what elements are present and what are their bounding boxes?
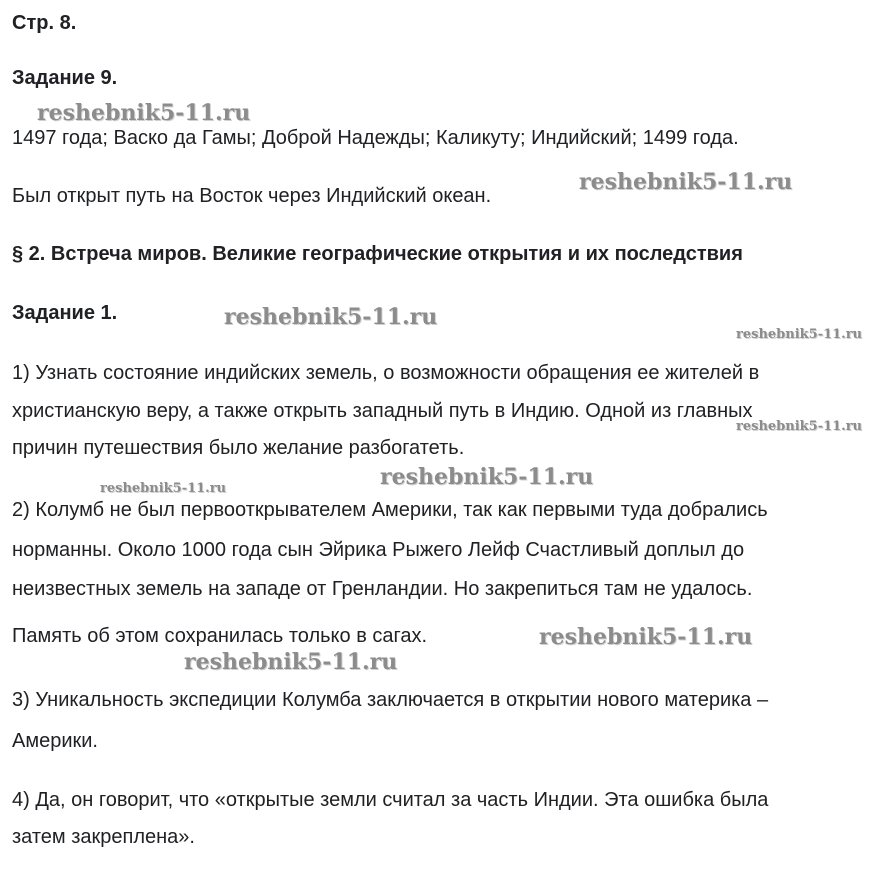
watermark: reshebnik5-11.ru xyxy=(736,327,863,342)
watermark: reshebnik5-11.ru xyxy=(736,419,863,434)
task1-answer2-line1: 2) Колумб не был первооткрывателем Америки, так как первыми туда добрались xyxy=(12,499,768,521)
watermark: reshebnik5-11.ru xyxy=(37,100,251,126)
task1-answer2-line2: норманны. Около 1000 года сын Эйрика Рыжего Лейф Счастливый доплыл до xyxy=(12,539,745,561)
task1-answer3-line1: 3) Уникальность экспедиции Колумба заключается в открытии нового материка – xyxy=(12,689,769,711)
task1-answer3-line2: Америки. xyxy=(12,730,98,752)
watermark: reshebnik5-11.ru xyxy=(224,304,438,330)
watermark: reshebnik5-11.ru xyxy=(380,464,594,490)
task1-answer2-note: Память об этом сохранилась только в сагах. xyxy=(12,625,428,647)
task1-answer2-line3: неизвестных земель на западе от Гренландии. Но закрепиться там не удалось. xyxy=(12,578,753,600)
task1-answer4-line1: 4) Да, он говорит, что «открытые земли считал за часть Индии. Эта ошибка была xyxy=(12,789,769,811)
task9-answer-line2: Был открыт путь на Восток через Индийский океан. xyxy=(12,185,492,207)
task1-title: Задание 1. xyxy=(12,302,118,324)
task9-title: Задание 9. xyxy=(12,67,118,89)
task9-answer-line1: 1497 года; Васко да Гамы; Доброй Надежды; Каликуту; Индийский; 1499 года. xyxy=(12,127,739,149)
watermark: reshebnik5-11.ru xyxy=(100,481,227,496)
watermark: reshebnik5-11.ru xyxy=(184,649,398,675)
task1-answer1-line2: христианскую веру, а также открыть западный путь в Индию. Одной из главных xyxy=(12,400,753,422)
section-title: § 2. Встреча миров. Великие географические открытия и их последствия xyxy=(12,243,743,265)
task1-answer4-line2: затем закреплена». xyxy=(12,826,195,848)
task1-answer1-line3: причин путешествия было желание разбогатеть. xyxy=(12,437,465,459)
task1-answer1-line1: 1) Узнать состояние индийских земель, о возможности обращения ее жителей в xyxy=(12,362,760,384)
watermark: reshebnik5-11.ru xyxy=(539,624,753,650)
page-label: Стр. 8. xyxy=(12,12,77,34)
watermark: reshebnik5-11.ru xyxy=(579,169,793,195)
